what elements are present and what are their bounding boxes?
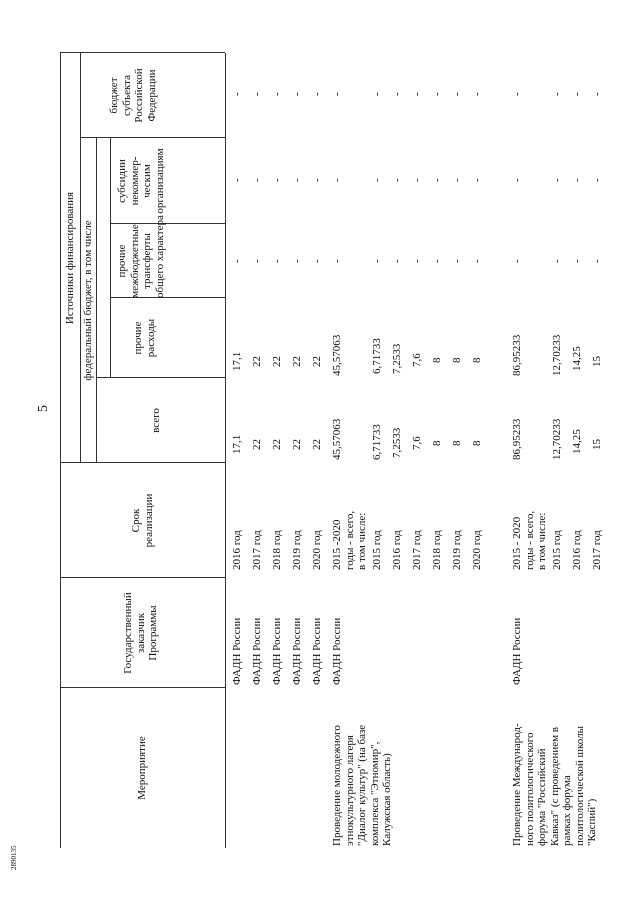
table-cell: 2016 год [391, 530, 403, 570]
header-bottom-border [225, 53, 226, 848]
table-cell: 14,25 [571, 346, 583, 371]
table-cell: - [371, 178, 383, 182]
table-cell: - [591, 92, 603, 96]
table-cell: - [471, 259, 483, 263]
table-cell: 7,6 [411, 353, 423, 367]
table-cell: 12,70233 [551, 334, 563, 376]
footer-code: 2890135 [10, 845, 18, 870]
table-cell: - [571, 259, 583, 263]
table-cell: - [591, 259, 603, 263]
header-total: всего [150, 408, 162, 433]
table-cell: 15 [591, 439, 603, 450]
table-cell: 7,2533 [391, 427, 403, 458]
table-cell: - [411, 259, 423, 263]
event-term-total: 2015 -2020 годы - всего, в том числе: [331, 510, 368, 570]
sources-divider [80, 53, 81, 463]
table-cell: - [571, 92, 583, 96]
header-activity: Мероприятие [136, 736, 148, 800]
table-cell: - [591, 178, 603, 182]
table-cell: - [371, 259, 383, 263]
table-cell: 2017 год [411, 530, 423, 570]
table-cell: - [391, 92, 403, 96]
table-cell: 2015 год [551, 530, 563, 570]
page-number: 5 [36, 405, 51, 412]
table-cell: - [551, 178, 563, 182]
table-cell: - [551, 259, 563, 263]
table-cell: 7,2533 [391, 343, 403, 374]
table-cell: - [471, 92, 483, 96]
table-cell: - [471, 178, 483, 182]
table-cell: 2017 год [591, 530, 603, 570]
event-title: Проведение Международ- ного политологического форума "Российский Кавказ" (с проведением в рамках форума политологической школы "Каспий") [511, 723, 598, 846]
table-cell: - [431, 178, 443, 182]
header-sources: Источники финансирования [64, 191, 76, 325]
table-cell: 2019 год [451, 530, 463, 570]
header-term: Срок реализации [130, 493, 155, 548]
table-cell: 14,25 [571, 429, 583, 454]
event-title: Проведение молодежного этнокультурного лагеря "Диалог культур" (на базе комплекса "Этномир", Калужская область) [331, 724, 393, 846]
table-cell: - [391, 178, 403, 182]
table-cell: - [431, 92, 443, 96]
federal-sub-divider [110, 138, 111, 378]
table-cell: - [551, 92, 563, 96]
header-regional: бюджет субъекта Российской Федерации [108, 68, 158, 123]
header-other-expenses: прочие расходы [132, 318, 157, 358]
table-cell: - [431, 259, 443, 263]
header-subsidies: субсидии некоммер- ческим организациям [116, 148, 166, 214]
table-cell: 6,71733 [371, 424, 383, 460]
table-cell: 2016 год [571, 530, 583, 570]
header-customer: Государственный заказчик Программы [122, 592, 159, 674]
event-term-total: 2015 - 2020 годы - всего, в том числе: [511, 510, 548, 570]
table-cell: 12,70233 [551, 418, 563, 460]
table-cell: - [411, 92, 423, 96]
table-top-border [60, 53, 61, 848]
header-transfers: прочие межбюджетные трансферты общего характера [116, 215, 166, 298]
table-cell: 8 [471, 357, 483, 363]
table-cell: 8 [471, 440, 483, 446]
table-cell: 2018 год [431, 530, 443, 570]
table-cell: - [451, 259, 463, 263]
header-federal: федеральный бюджет, в том числе [82, 220, 94, 381]
table-cell: 8 [451, 440, 463, 446]
table-cell: 6,71733 [371, 338, 383, 374]
table-cell: 15 [591, 356, 603, 367]
table-cell: 8 [431, 440, 443, 446]
financing-table: Мероприятие Государственный заказчик Программы Срок реализации Источники финансирования федеральный бюджет, в том числе всего прочие расходы прочие межбюджетные трансферты общего характера субсидии некоммер- ческим организациям бюджет субъекта Российской Федерации ФАДН России 2016 год 17,1 17,1 - - - ФАДН России 2017 год 22 22 - - - ФАДН России 2018 год 22 22 - - - ФАДН России 2019 год 22 22 - - - ФАДН России 2020 год 22 22 - - - Проведение молодежного этнокультурного лагеря "Диалог культур" (на базе комплекса "Этномир", Калужская область) ФАДН России 2015 -2020 годы - всего, в том числе: 45,57063 45,57063 - - - 2015 год 6,71733 6,71733 - - - 2016 год 7,2533 7,2533 - - - 2017 год 7,6 7,6 - - - 2018 год 8 8 - - - 2019 год 8 8 - - - 2020 год 8 8 - - - Проведение Международ- ного политологического форума "Российский Кавказ" (с проведением в рамках форума политологической школы "Каспий") ФАДН России 2015 - 2020 годы - всего, в том числе: 86,95233 86,95233 - - - 2015 год 12,70233 12,70233 - - - 2016 год 14,25 14,25 - - - 2017 год 15 15 - - - [60, 48, 630, 848]
table-cell: 2015 год [371, 530, 383, 570]
table-cell: 7,6 [411, 436, 423, 450]
table-cell: - [451, 178, 463, 182]
table-cell: 8 [431, 357, 443, 363]
table-cell: - [411, 178, 423, 182]
federal-divider [96, 138, 97, 463]
table-cell: 8 [451, 357, 463, 363]
table-cell: - [371, 92, 383, 96]
table-cell: - [391, 259, 403, 263]
table-cell: 2020 год [471, 530, 483, 570]
table-cell: - [451, 92, 463, 96]
table-cell: - [571, 178, 583, 182]
